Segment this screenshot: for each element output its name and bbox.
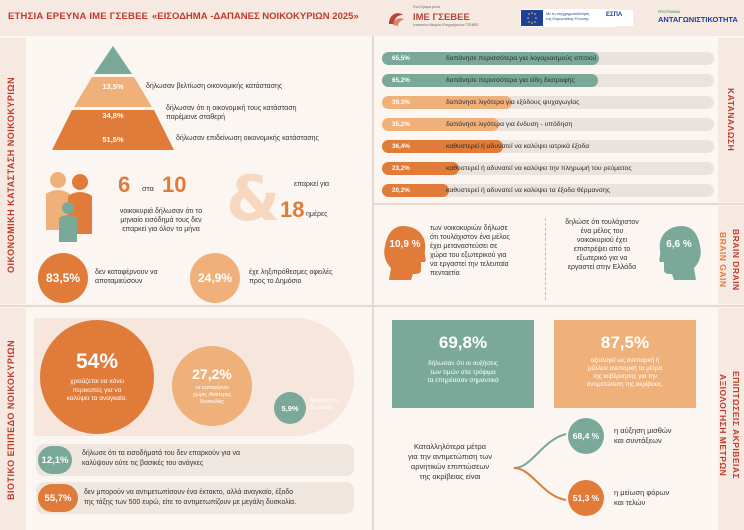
- measures-text-3: αρνητικών επιπτώσεων: [410, 462, 490, 471]
- income-sta: στα: [142, 184, 154, 193]
- income-text-1: νοικοκυριά δήλωσαν ότι το: [119, 208, 203, 215]
- consumption-bar-pct: 20,2%: [392, 187, 410, 194]
- measure-1-pct: 68,4 %: [572, 431, 600, 441]
- impact-box-2-text-4: αντιμετώπιση της ακρίβειας.: [586, 381, 664, 388]
- pyramid-text-improved: δήλωσαν βελτίωση οικονομικής κατάστασης: [146, 83, 283, 90]
- living-small-text-2: ζει άνετα: [310, 405, 333, 411]
- living-row-1-text: δήλωσε ότι τα εισοδήματά του δεν επαρκούν για να: [82, 450, 241, 457]
- measure-1-text-1: η αύξηση μισθών: [614, 426, 672, 435]
- measures-connector: [512, 420, 572, 516]
- brain-gain-text-3: νοικοκυριού έχει: [576, 237, 628, 244]
- brain-drain-text-1: των νοικοκυριών δήλωσε: [430, 225, 508, 232]
- consumption-bar-label: καθυστερεί ή αδυνατεί να καλύψει την πληρωμή του ρεύματος: [446, 165, 632, 172]
- living-big-text-2: περικοπές για να: [72, 386, 122, 394]
- living-mid-circle: [172, 346, 252, 426]
- living-mid-pct: 27,2%: [192, 366, 232, 382]
- brain-divider: [545, 218, 547, 300]
- consumption-bar-pct: 35,2%: [392, 121, 410, 128]
- income-days: ημέρες: [306, 211, 328, 218]
- measure-2-text-2: και τελών: [614, 498, 646, 507]
- income-text-2: μηνιαίο εισόδημά τους δεν: [120, 217, 202, 224]
- impact-box-1-text-2: των τιμών στα τρόφιμα: [430, 368, 496, 376]
- living-mid-text-1: τα καταφέρνει: [195, 385, 229, 391]
- head-profile-icon-gain: [656, 224, 702, 280]
- consumption-bar-label: δαπάνησε λιγότερα για εξόδους ψυχαγωγίας: [446, 99, 580, 106]
- impact-box-2-text-3: της κυβέρνησης για την: [592, 373, 658, 380]
- espa-label: ΕΣΠΑ: [606, 12, 623, 18]
- impact-box-1-text-3: τα επηρέασαν σημαντικά: [427, 377, 499, 384]
- measure-2-text-1: η μείωση φόρων: [614, 488, 670, 497]
- savings-pct: 83,5%: [45, 271, 81, 285]
- section-label-brain-gain: BRAIN GAIN: [718, 232, 728, 288]
- living-row-2-text-2: της τάξης των 500 ευρώ, είτε το αντιμετωπίζουν με μεγάλη δυσκολία.: [84, 499, 297, 506]
- debts-text-2: προς το Δημόσιο: [249, 278, 302, 285]
- living-small-text: [310, 398, 338, 412]
- brain-drain-text-4: χώρα του εξωτερικού για: [430, 252, 507, 259]
- living-small-pct: 5,9%: [281, 403, 299, 413]
- impact-box-1-text: [392, 360, 534, 386]
- page-title: ΕΤΗΣΙΑ ΕΡΕΥΝΑ ΙΜΕ ΓΣΕΒΕΕ: [8, 11, 149, 22]
- consumption-bar-pct: 65,5%: [392, 55, 410, 62]
- right-section-divider-2: [374, 305, 744, 307]
- pyramid-pct-stable: 34,8%: [102, 111, 124, 120]
- measure-1-text-2: και συντάξεων: [614, 436, 662, 445]
- page-subtitle: «ΕΙΣΟΔΗΜΑ -ΔΑΠΑΝΕΣ ΝΟΙΚΟΚΥΡΙΩΝ 2025»: [152, 11, 359, 22]
- logo-tagline: Ένα Όραμα μέσα: [413, 5, 440, 9]
- brain-gain-text-4: επιστρέψει από το: [573, 246, 631, 253]
- consumption-bar-pct: 36,4%: [392, 143, 410, 150]
- column-divider: [372, 36, 374, 530]
- eu-cofunding-text: Με τη συγχρηματοδότηση της Ευρωπαϊκής Ένωσης: [546, 12, 590, 21]
- living-row-1-text-2: καλύψουν ούτε τις βασικές του ανάγκες: [82, 460, 204, 467]
- living-mid-text-2: χωρίς ιδιαίτερες: [192, 392, 232, 398]
- brain-drain-text-2: ότι τουλάχιστον ένα μέλος: [430, 234, 510, 241]
- income-six: 6: [118, 172, 131, 197]
- brain-drain-text-3: έχει μεταναστεύσει σε: [430, 243, 498, 250]
- logo-subtitle: Ινστιτούτο Μικρών Επιχειρήσεων ΓΣΕΒΕΕ: [413, 23, 479, 27]
- right-section-divider-1: [374, 203, 744, 205]
- consumption-bar-label: δαπάνησε περισσότερα για είδη διατροφής: [446, 77, 575, 84]
- left-section-divider: [0, 305, 372, 307]
- family-icon: [40, 170, 98, 246]
- consumption-bar-label: καθυστερεί ή αδυνατεί να καλύψει ιατρικά έξοδα: [446, 143, 590, 150]
- living-row-2-text: δεν μπορούν να αντιμετωπίσουν ένα έκτακτο, αλλά αναγκαίο, έξοδο: [84, 489, 294, 496]
- living-mid-text-3: δυσκολίες: [199, 399, 225, 405]
- program-top-label: ΠΡΟΓΡΑΜΜΑ: [658, 10, 681, 14]
- debts-text-1: έχε ληξιπρόθεσμες οφειλές: [249, 269, 333, 276]
- measure-1-circle: [568, 418, 604, 454]
- section-label-economic-status: ΟΙΚΟΝΟΜΙΚΗ ΚΑΤΑΣΤΑΣΗ ΝΟΙΚΟΚΥΡΙΩΝ: [6, 76, 16, 274]
- brain-drain-text-5: να εργαστεί την τελευταία: [430, 261, 509, 268]
- consumption-bar-label: δαπάνησε περισσότερα για λογαριασμούς σπιτιού: [446, 55, 597, 62]
- measure-2-pct: 51,3 %: [572, 493, 600, 503]
- ime-gsevee-logo-icon: [385, 7, 407, 29]
- brain-gain-text-2: ένα μέλος του: [580, 228, 624, 235]
- program-label: ΑΝΤΑΓΩΝΙΣΤΙΚΟΤΗΤΑ: [658, 15, 738, 24]
- impact-box-2-text: [554, 357, 696, 389]
- brain-gain-pct: 6,6 %: [666, 239, 692, 250]
- savings-pct-circle: [38, 253, 88, 303]
- section-label-measures-eval: ΑΞΙΟΛΟΓΗΣΗ ΜΕΤΡΩΝ: [718, 373, 728, 477]
- brain-gain-text-6: εργαστεί στην Ελλάδα: [567, 264, 637, 271]
- living-big-text-3: καλύψει τα αναγκαία.: [66, 395, 128, 403]
- brain-gain-text-5: εξωτερικό για να: [576, 255, 628, 262]
- impact-box-2-pct: 87,5%: [600, 333, 650, 352]
- consumption-bar-pct: 39,3%: [392, 99, 410, 106]
- section-label-price-impact: ΕΠΙΠΤΩΣΕΙΣ ΑΚΡΙΒΕΙΑΣ: [731, 370, 741, 480]
- living-row-2-pct-badge: [38, 484, 78, 512]
- living-big-circle: [40, 320, 154, 434]
- pyramid-pct-worse: 51,5%: [102, 135, 124, 144]
- income-suffices: επαρκεί για: [294, 181, 330, 188]
- living-big-text-1: χρειάζεται να κάνει: [70, 378, 124, 386]
- head-profile-icon-drain: [383, 224, 429, 280]
- brain-gain-text-1: δηλώσε ότι τουλάχιστον: [565, 219, 639, 226]
- pyramid-text-worse: δήλωσαν επιδείνωση οικονομικής κατάστασης: [176, 135, 319, 142]
- measures-text-2: για την αντιμετώπιση των: [408, 452, 492, 461]
- section-label-living-standard: ΒΙΟΤΙΚΟ ΕΠΙΠΕΔΟ ΝΟΙΚΟΚΥΡΙΩΝ: [6, 339, 16, 501]
- income-text-3: επαρκεί για όλον το μήνα: [122, 226, 200, 233]
- measure-2-circle: [568, 480, 604, 516]
- pyramid-text-stable-1: δήλωσαν ότι η οικονομική τους κατάσταση: [166, 105, 297, 112]
- consumption-bar-pct: 65,2%: [392, 77, 410, 84]
- logo-name: ΙΜΕ ΓΣΕΒΕΕ: [413, 12, 470, 23]
- measures-text: [390, 442, 510, 482]
- impact-box-2-text-2: μάλλον ανεπαρκή τα μέτρα: [588, 365, 662, 372]
- income-ten: 10: [162, 172, 187, 197]
- debts-pct: 24,9%: [197, 271, 233, 285]
- eu-flag-icon: [521, 10, 543, 26]
- section-label-consumption: ΚΑΤΑΝΑΛΩΣΗ: [726, 88, 736, 152]
- brain-drain-text-6: πενταετία: [430, 270, 460, 277]
- ampersand-glyph: &: [226, 162, 281, 235]
- savings-text-2: αποταμιεύσουν: [95, 278, 143, 285]
- consumption-bar-label: καθυστερεί ή αδυνατεί να καλύψει τα έξοδα θέρμανσης: [446, 187, 611, 194]
- living-small-text-1: δηλώσε ότι: [310, 398, 339, 404]
- measures-text-4: της ακρίβειας είναι: [419, 472, 481, 481]
- savings-text-1: δεν καταφέρνουν να: [95, 269, 158, 276]
- living-small-circle: [274, 392, 306, 424]
- impact-box-1-pct: 69,8%: [438, 333, 488, 352]
- brain-drain-pct: 10,9 %: [389, 239, 421, 250]
- measures-text-1: Καταλληλότερα μέτρα: [413, 442, 487, 451]
- pyramid-tier-top: [94, 46, 132, 74]
- living-row-1-pct-badge: [38, 446, 72, 474]
- pyramid-pct-improved: 13,5%: [102, 82, 124, 91]
- living-row-1-pct: 12,1%: [41, 454, 69, 466]
- living-big-pct: 54%: [75, 350, 119, 374]
- debts-pct-circle: [190, 253, 240, 303]
- impact-box-1-text-1: δήλωσαν ότι οι αυξήσεις: [428, 360, 498, 367]
- income-days-num: 18: [280, 197, 305, 222]
- pyramid-text-stable-2: παρέμεινε σταθερή: [166, 114, 226, 121]
- living-row-2-pct: 55,7%: [44, 492, 72, 504]
- consumption-bar-pct: 23,2%: [392, 165, 410, 172]
- impact-box-2-text-1: αξιολογεί ως ανεπαρκή ή: [590, 357, 660, 364]
- section-label-brain-drain: BRAIN DRAIN: [731, 229, 741, 291]
- consumption-bar-label: δαπάνησε λιγότερα για ένδυση - υπόδηση: [446, 121, 573, 128]
